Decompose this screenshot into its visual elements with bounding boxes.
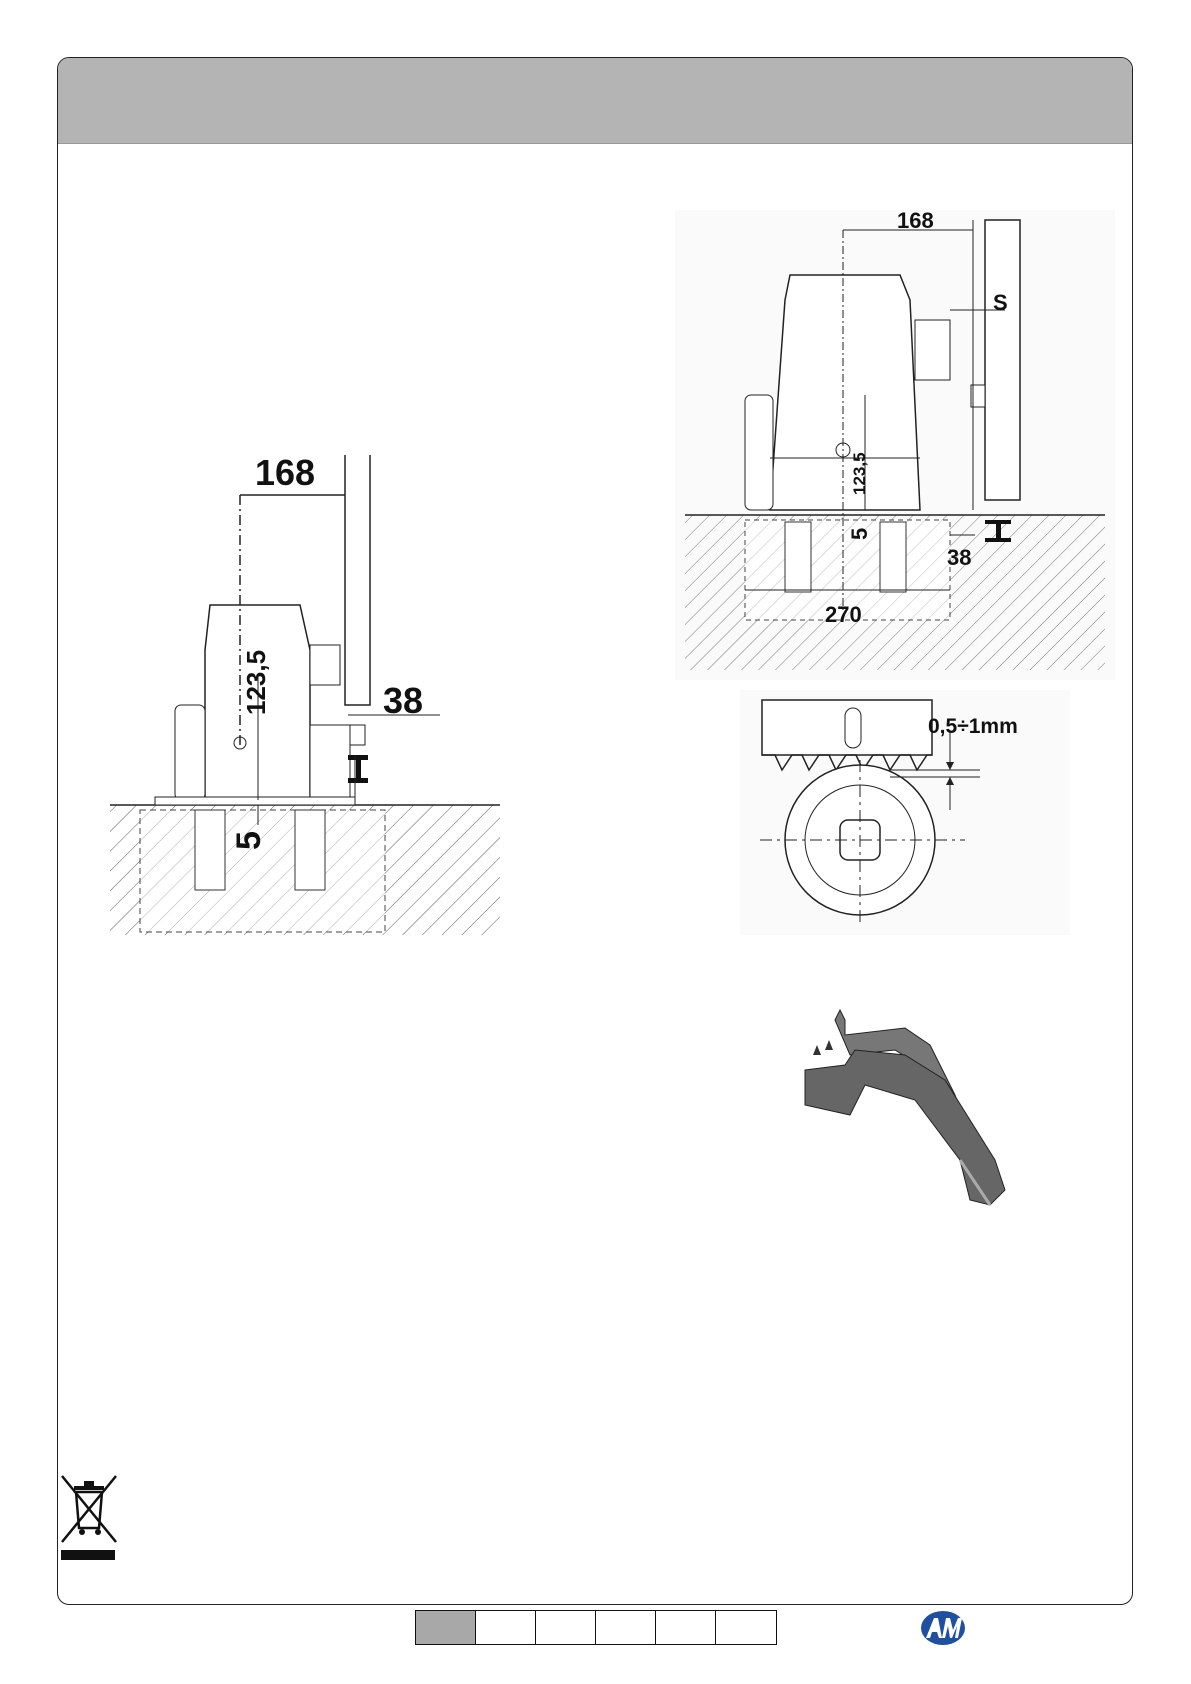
motor-side-cover: [175, 705, 205, 800]
gate-leaf: [985, 220, 1020, 500]
page-indicator-cell-active: [416, 1611, 476, 1644]
dim-123-5-label: 123,5: [241, 649, 271, 715]
page-indicator-cell: [536, 1611, 596, 1644]
anchor-leg-left: [195, 810, 225, 890]
page-indicator-cell: [596, 1611, 656, 1644]
right-installation-diagram: [675, 210, 1115, 680]
header-bar: [58, 58, 1132, 144]
dim-38-label: 38: [383, 680, 424, 721]
rack-pinion-diagram: [740, 690, 1070, 935]
page-indicator: [415, 1610, 777, 1645]
rail-profile: [348, 755, 368, 783]
release-lever: [310, 645, 340, 685]
page-indicator-cell: [656, 1611, 716, 1644]
dim-123-5-label: 123,5: [850, 452, 869, 495]
limit-stop-brackets: [795, 1000, 1035, 1220]
left-installation-diagram: [110, 455, 510, 945]
dim-270-label: 270: [825, 602, 862, 627]
crossed-out-wheelie-bin-icon: [58, 1472, 120, 1562]
clearance-label: 0,5÷1mm: [928, 715, 1018, 738]
gate-leaf: [345, 455, 370, 705]
dim-38-label: 38: [947, 545, 972, 570]
page-indicator-cell: [476, 1611, 536, 1644]
dim-5-label: 5: [230, 831, 268, 850]
anchor-leg-right: [295, 810, 325, 890]
dim-168-label: 168: [255, 455, 316, 493]
am-logo-icon: [918, 1608, 968, 1648]
dim-s-label: S: [993, 290, 1008, 315]
dim-5-label: 5: [847, 527, 872, 540]
motor-body: [770, 275, 920, 510]
dim-168-label: 168: [897, 210, 934, 233]
page-indicator-cell: [716, 1611, 776, 1644]
